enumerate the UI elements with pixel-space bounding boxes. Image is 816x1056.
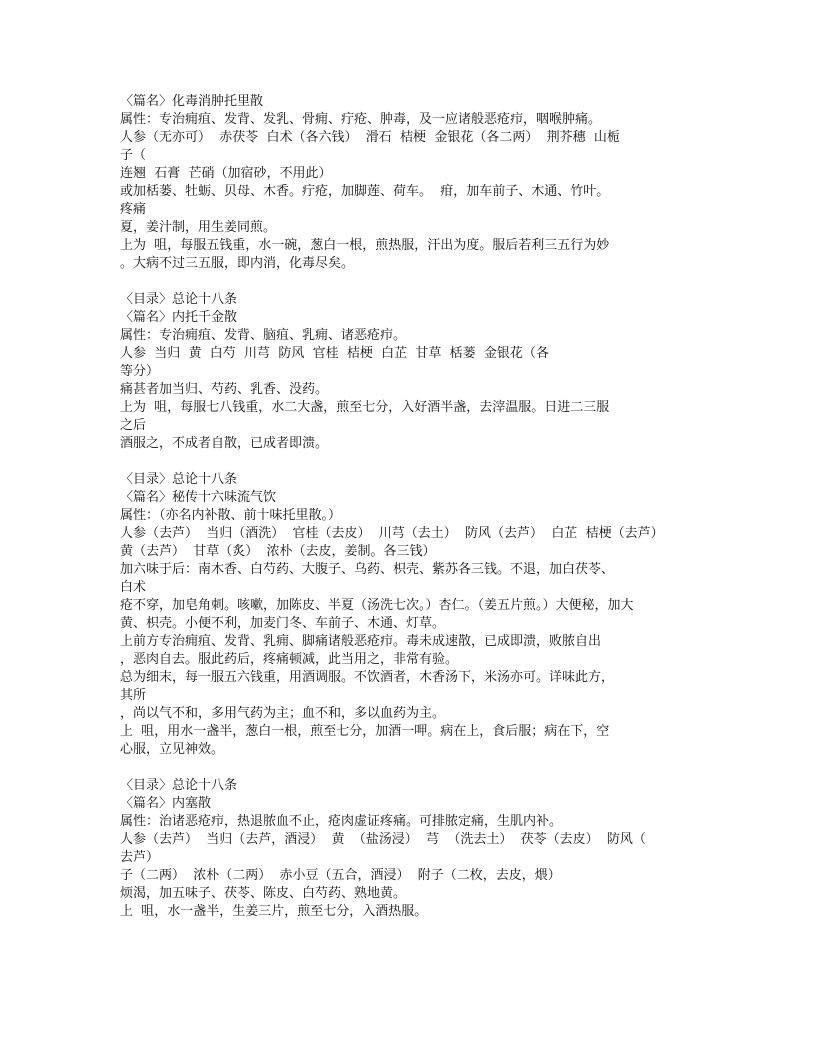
text-line: 加六味于后：南木香、白芍药、大腹子、乌药、枳壳、紫苏各三钱。不退，加白茯苓、 [120,562,615,577]
document-section [120,291,710,453]
text-line: 〈篇名〉化毒消肿托里散 [120,94,264,109]
text-line: 烦渴，加五味子、茯苓、陈皮、白芍药、熟地黄。 [120,886,407,901]
text-line: 〈篇名〉秘传十六味流气饮 [120,490,277,505]
text-line: 疼痛 [120,202,147,217]
text-line: 之后 [120,418,147,433]
document-page [120,93,710,939]
text-line: ，恶肉自去。服此药后，疼痛顿减，此当用之，非常有验。 [120,652,459,667]
text-line: 人参（无亦可） 赤茯苓 白术（各六钱） 滑石 桔梗 金银花（各二两） 荆芥穗 山栀 [120,130,620,145]
text-line: 属性：专治痈疽、发背、脑疽、乳痈、诸恶疮疖。 [120,328,407,343]
text-line: 〈目录〉总论十八条 [120,472,238,487]
text-line: 。大病不过三五服，即内消，化毒尽矣。 [120,256,355,271]
text-line: 属性：专治痈疽、发背、发乳、骨痈、疔疮、肿毒，及一应诸般恶疮疖，咽喉肿痛。 [120,112,602,127]
text-line: 人参 当归 黄 白芍 川芎 防风 官桂 桔梗 白芷 甘草 栝蒌 金银花（各 [120,346,549,361]
text-line: 去芦） [120,850,160,865]
text-line: 属性：治诸恶疮疖，热退脓血不止，疮肉虚证疼痛。可排脓定痛，生肌内补。 [120,814,563,829]
document-section [120,93,710,273]
text-line: 属性：（亦名内补散、前十味托里散。） [120,508,342,523]
text-line: 等分） [120,364,160,379]
text-line: 夏，姜汁制，用生姜同煎。 [120,220,277,235]
text-line: 〈篇名〉内托千金散 [120,310,238,325]
text-line: 痛甚者加当归、芍药、乳香、没药。 [120,382,329,397]
text-line: 黄、枳壳。小便不利，加麦门冬、车前子、木通、灯草。 [120,616,446,631]
text-line: 黄（去芦） 甘草（炙） 浓朴（去皮，姜制。各三钱） [120,544,436,559]
text-line: 上 咀，用水一盏半，葱白一根，煎至七分，加酒一呷。病在上，食后服；病在下，空 [120,724,610,739]
text-line: 疮不穿，加皂角刺。咳嗽，加陈皮、半夏（汤洗七次。）杏仁。（姜五片煎。）大便秘，加大 [120,598,634,613]
text-line: 人参（去芦） 当归（酒洗） 官桂（去皮） 川芎（去土） 防风（去芦） 白芷 桔梗（去芦） [120,526,664,541]
text-line: 上为 咀，每服五钱重，水一碗，葱白一根，煎热服，汗出为度。服后若利三五行为妙 [120,238,610,253]
text-line: 酒服之，不成者自散，已成者即溃。 [120,436,329,451]
text-line: 上 咀，水一盏半，生姜三片，煎至七分，入酒热服。 [120,904,428,919]
text-line: 子（ [120,148,147,163]
text-line: 〈目录〉总论十八条 [120,778,238,793]
text-line: 或加栝蒌、牡蛎、贝母、木香。疔疮，加脚莲、荷车。 疳，加车前子、木通、竹叶。 [120,184,610,199]
text-line: 白术 [120,580,147,595]
text-line: 上前方专治痈疽、发背、乳痈、脚痛诸般恶疮疖。毒未成速散，已成即溃，败脓自出 [120,634,602,649]
text-line: 其所 [120,688,147,703]
text-line: 子（二两） 浓朴（二两） 赤小豆（五合，酒浸） 附子（二枚，去皮，煨） [120,868,561,883]
text-line: 心服，立见神效。 [120,742,225,757]
text-line: ，尚以气不和，多用气药为主；血不和，多以血药为主。 [120,706,446,721]
document-section [120,471,710,759]
text-line: 〈目录〉总论十八条 [120,292,238,307]
text-line: 人参（去芦） 当归（去芦，酒浸） 黄 （盐汤浸） 芎 （洗去土） 茯苓（去皮） 防风（ [120,832,646,847]
document-section [120,777,710,921]
text-line: 总为细末，每一服五六钱重，用酒调服。不饮酒者，木香汤下，米汤亦可。详味此方， [120,670,615,685]
text-line: 〈篇名〉内塞散 [120,796,212,811]
text-line: 上为 咀，每服七八钱重，水二大盏，煎至七分，入好酒半盏，去滓温服。日进二三服 [120,400,610,415]
text-line: 连翘 石膏 芒硝（加宿砂，不用此） [120,166,332,181]
